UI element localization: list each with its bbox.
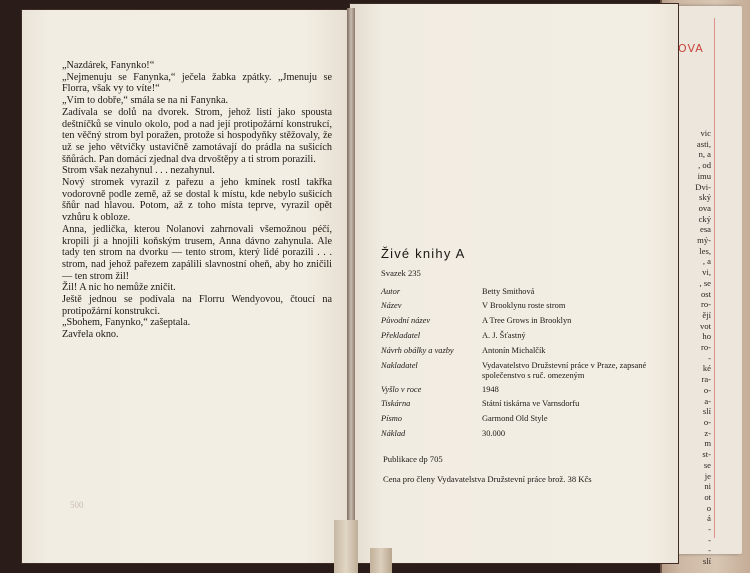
colophon-value: 30.000	[482, 429, 506, 438]
story-paragraph: Ještě jednou se podívala na Florru Wendyovou, čtoucí na protipožární konstrukci.	[62, 294, 332, 317]
story-paragraph: Strom však nezahynul . . . nezahynul.	[62, 165, 215, 177]
publication-number: Publikace dp 705	[383, 454, 443, 464]
colophon-value: 1948	[482, 385, 499, 394]
story-paragraph: „Vím to dobře,“ smála se na ni Fanynka.	[62, 95, 229, 107]
story-paragraph: Zadívala se dolů na dvorek. Strom, jehož listí jako spousta deštníčků se vinulo okolo, pod a nad její protipožární konstrukcí, ten věčný strom byl poražen, protože si hospodyňky stěžovaly, že už se jeho větvičky ustavičně zamotávají do prádla na sušicích šňůrách. Pan domácí zjednal dva drvoštěpy a ti strom porazili.	[62, 106, 332, 165]
colophon-label: Autor	[381, 287, 401, 296]
volume-number: Svazek 235	[381, 268, 421, 278]
story-paragraph: Žil! A nic ho nemůže zničit.	[62, 282, 176, 294]
colophon-label: Původní název	[381, 316, 431, 325]
inserted-leaf-text: vic asti, n, a , od imu Dvi- ský ova cký esa mý- les, , a vi, , se ost ro- ějí vot ho ro- - ké ra- o- a- slí o- z- m st- se je ni ot o á - - - slí	[695, 128, 711, 567]
colophon-value: Antonín Michalčík	[482, 346, 546, 355]
colophon-label: Překladatel	[381, 331, 421, 340]
colophon-label: Náklad	[381, 429, 406, 438]
colophon-value: V Brooklynu roste strom	[482, 301, 566, 310]
bookmark-ribbon-second	[370, 548, 392, 573]
story-paragraph: „Nazdárek, Fanynko!“	[62, 60, 155, 71]
colophon-value: A Tree Grows in Brooklyn	[482, 316, 572, 325]
story-paragraph: Anna, jedlička, kterou Nolanovi zahrnovali všemožnou péčí, kropili ji a hnojili koňským trusem, Anna dávno zahynula. Ale tady ten strom na dvorku — tento strom, který lidé porazili . . . strom, nad jehož pařezem zapálili slavnostní oheň, aby ho zničili — ten strom žil!	[62, 223, 332, 282]
bookmark-ribbon	[334, 520, 358, 573]
inserted-leaf-heading: OVA	[678, 42, 704, 55]
inserted-leaf-margin-line	[714, 18, 715, 538]
story-paragraph: Zavřela okno.	[62, 329, 119, 341]
colophon-value: Vydavatelstvo Družstevní práce v Praze, zapsané společenstvo s ruč. omezeným	[482, 361, 647, 380]
page-number: 500	[70, 500, 84, 510]
story-paragraph: „Sbohem, Fanynko,“ zašeptala.	[62, 317, 191, 329]
colophon-label: Nakladatel	[381, 361, 418, 370]
colophon-label: Název	[381, 301, 402, 310]
story-paragraph: „Nejmenuju se Fanynka,“ ječela žabka zpátky. „Jmenuju se Florra, však vy to víte!“	[62, 71, 332, 95]
book-gutter	[347, 8, 355, 566]
series-title: Živé knihy A	[381, 246, 466, 261]
colophon-label: Vyšlo v roce	[381, 385, 422, 394]
colophon-value: Státní tiskárna ve Varnsdorfu	[482, 399, 580, 408]
colophon-value: Garmond Old Style	[482, 414, 548, 423]
price-line: Cena pro členy Vydavatelstva Družstevní práce brož. 38 Kčs	[383, 474, 592, 484]
colophon-value: A. J. Šťastný	[482, 331, 526, 340]
story-paragraph: Nový stromek vyrazil z pařezu a jeho kmínek rostl takřka vodorovně podle země, až se dostal k místu, kde nebylo sušicích šňůr nad hlavou. Potom, až z toho místa teprve, vyrazil opět vzhůru k obloze.	[62, 177, 332, 224]
colophon-label: Návrh obálky a vazby	[381, 346, 454, 355]
colophon-label: Písmo	[381, 414, 402, 423]
colophon-label: Tiskárna	[381, 399, 411, 408]
colophon-value: Betty Smithová	[482, 287, 535, 296]
story-text	[62, 60, 332, 341]
